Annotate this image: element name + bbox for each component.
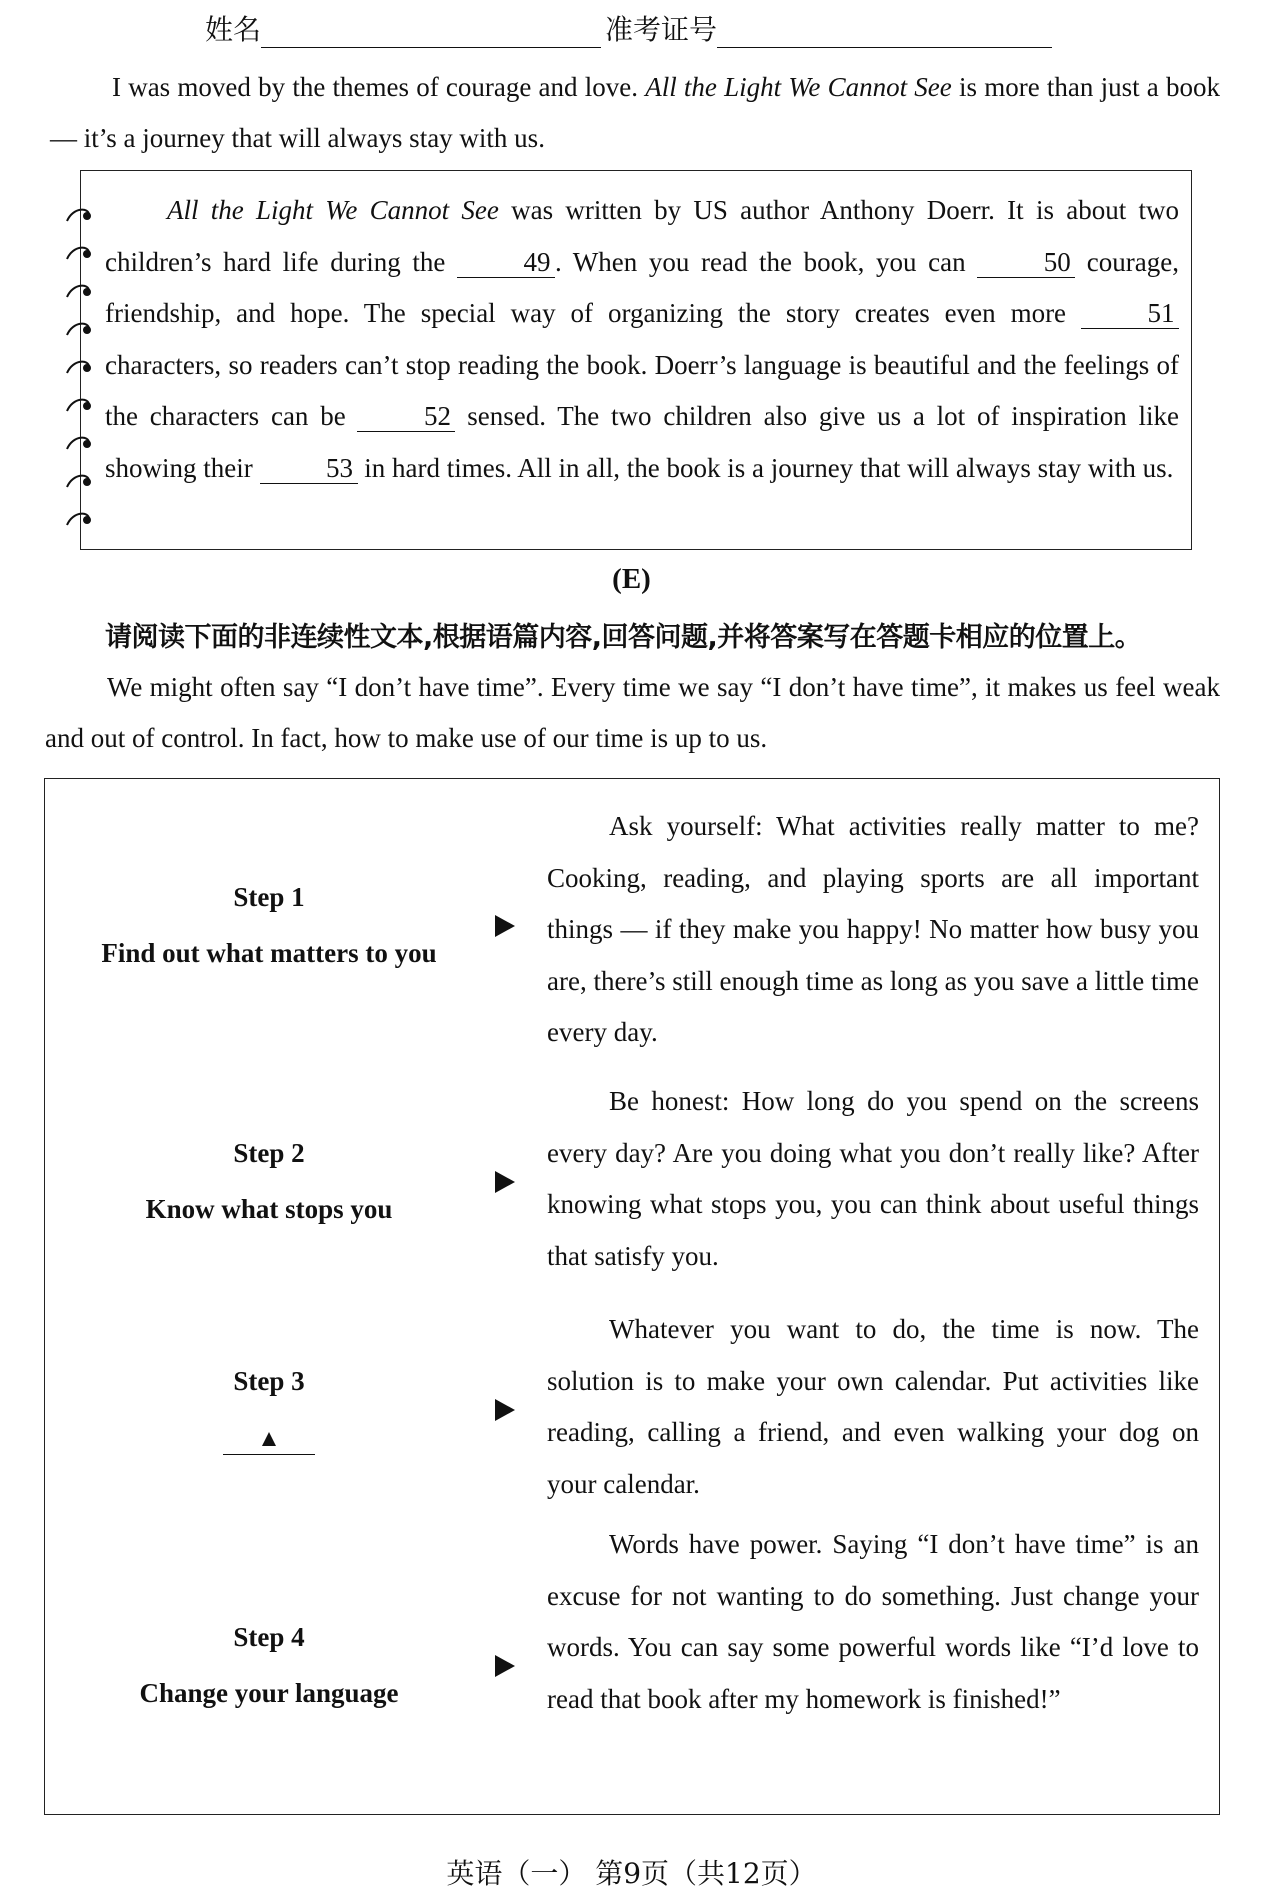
spiral-ring-icon (63, 205, 95, 227)
section-intro: We might often say “I don’t have time”. Every time we say “I don’t have time”, it makes us feel weak and out of control. In fact, how to make use of our time is up to us. (45, 672, 1220, 753)
step-3-heading (69, 1353, 469, 1465)
intro-paragraph: I was moved by the themes of courage and love. All the Light We Cannot See is more than just a book — it’s a journey that will always stay with us. (50, 72, 1221, 153)
arrow-right-icon (495, 1171, 515, 1193)
step-1-heading (69, 869, 469, 981)
step-4-text: Words have power. Saying “I don’t have time” is an excuse for not wanting to do something. Just change your words. You can say some powerful words like “I’d love to read that book after my homework is finished!” (547, 1529, 1199, 1714)
exam-number-label: 准考证号 (605, 13, 718, 46)
spiral-ring-icon (63, 243, 95, 265)
step-2-label: Step 2 (233, 1138, 305, 1168)
blank-52[interactable]: 52 (357, 401, 455, 432)
step-2-text: Be honest: How long do you spend on the screens every day? Are you doing what you don’t really like? After knowing what stops you, you can think about useful things that satisfy you. (547, 1086, 1199, 1271)
arrow-right-icon (495, 915, 515, 937)
section-instruction: 请阅读下面的非连续性文本,根据语篇内容,回答问题,并将答案写在答题卡相应的位置上。 (105, 622, 1142, 653)
page-footer: 英语（一） 第9页（共12页） (446, 1857, 817, 1890)
spiral-ring-icon (63, 281, 95, 303)
notebook-box (80, 170, 1192, 550)
spiral-ring-icon (63, 509, 95, 531)
blank-49[interactable]: 49 (457, 247, 555, 278)
blank-50[interactable]: 50 (977, 247, 1075, 278)
name-field[interactable] (261, 17, 601, 48)
step-2-heading (69, 1125, 469, 1237)
step-1-label: Step 1 (233, 882, 305, 912)
exam-number-field[interactable] (717, 17, 1052, 48)
arrow-right-icon (495, 1399, 515, 1421)
name-label: 姓名 (205, 13, 262, 46)
spiral-ring-icon (63, 395, 95, 417)
book-title: All the Light We Cannot See (167, 195, 499, 225)
step-3-text: Whatever you want to do, the time is now. The solution is to make your own calendar. Put activities like reading, calling a friend, and even walking your dog on your calendar. (547, 1314, 1199, 1499)
step-2-title: Know what stops you (145, 1194, 393, 1224)
spiral-ring-icon (63, 357, 95, 379)
spiral-ring-icon (63, 433, 95, 455)
notebook-text: All the Light We Cannot See was written by US author Anthony Doerr. It is about two children’s hard life during the 49 . When you read the book, you can 50 courage, friendship, and hope. The special way of organizing the story creates even more 51 characters, so readers can’t stop reading the book. Doerr’s language is beautiful and the feelings of the characters can be 52 sensed. The two children also give us a lot of inspiration like showing their 53 in hard times. All in all, the book is a journey that will always stay with us. (105, 195, 1179, 483)
blank-53[interactable]: 53 (260, 453, 358, 484)
step-3-title-blank[interactable]: ▲ (223, 1424, 315, 1455)
exam-header (205, 8, 1056, 48)
blank-51[interactable]: 51 (1081, 298, 1179, 329)
step-4-title: Change your language (139, 1678, 399, 1708)
step-4-label: Step 4 (233, 1622, 305, 1652)
spiral-ring-icon (63, 319, 95, 341)
arrow-right-icon (495, 1655, 515, 1677)
step-3-label: Step 3 (233, 1366, 305, 1396)
section-label: (E) (612, 563, 651, 595)
step-1-title: Find out what matters to you (101, 938, 437, 968)
spiral-ring-icon (63, 471, 95, 493)
steps-box (44, 778, 1220, 1815)
book-title: All the Light We Cannot See (645, 72, 952, 102)
step-1-text: Ask yourself: What activities really matter to me? Cooking, reading, and playing sports are all important things — if they make you happy! No matter how busy you are, there’s still enough time as long as you save a little time every day. (547, 811, 1199, 1047)
step-4-heading (69, 1609, 469, 1721)
